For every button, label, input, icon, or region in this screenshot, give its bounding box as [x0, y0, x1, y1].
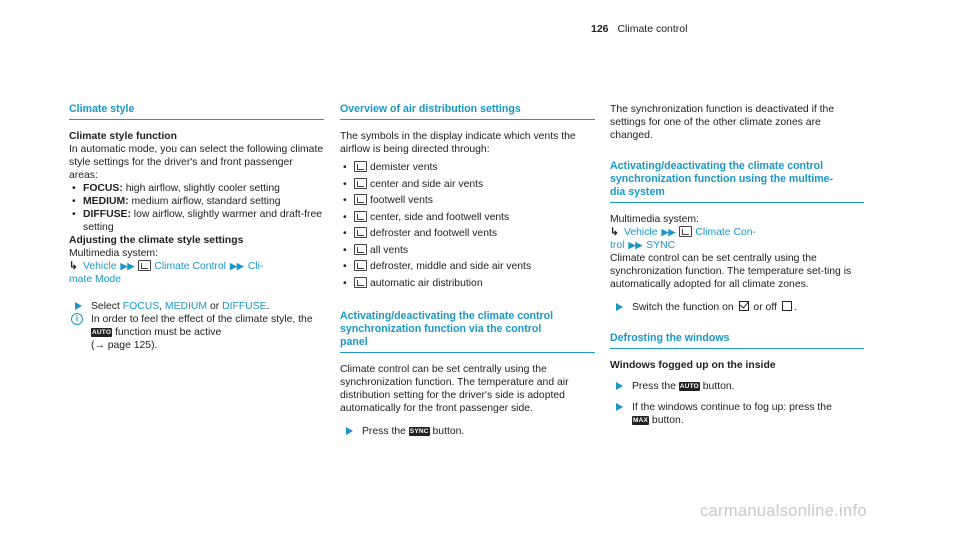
sync-panel-text: Climate control can be set centrally using the synchronization function. The temperature and air distribution setting for the driver's side is adopted automatically for the front passenger side. [340, 364, 569, 414]
list-item: • defroster and footwell vents [340, 226, 595, 243]
climate-style-title: Climate style [69, 103, 324, 120]
sync-deactivated-text: The synchronization function is deactivated if the settings for one of the other climate zones are changed. [610, 104, 835, 141]
auto-button-icon: AUTO [679, 383, 699, 390]
path-sync[interactable]: SYNC [646, 240, 676, 251]
page-reference-link[interactable]: (→ page 125). [91, 340, 158, 351]
option-focus[interactable]: FOCUS [122, 301, 160, 312]
center-side-footwell-icon [354, 211, 367, 222]
adjust-heading: Adjusting the climate style settings [69, 235, 244, 246]
central-sync-text: Climate control can be set centrally using the synchronization function. The temperature set-ting is automatically adopted for all climate zones. [610, 253, 852, 290]
fog-heading: Windows fogged up on the inside [610, 360, 776, 371]
list-item: • footwell vents [340, 193, 595, 210]
page-section: Climate control [617, 23, 688, 35]
all-vents-icon [354, 244, 367, 255]
press-max-step: If the windows continue to fog up: press the MAX button. [610, 401, 864, 427]
list-item: • MEDIUM: medium airflow, standard setting [69, 195, 324, 208]
press-sync-step: Press the SYNC button. [340, 425, 595, 438]
list-item: • FOCUS: high airflow, slightly cooler setting [69, 182, 324, 195]
air-distribution-intro: The symbols in the display indicate which vents the airflow is being directed through: [340, 131, 576, 155]
checkbox-empty-icon [782, 301, 792, 311]
multimedia-label: Multimedia system: [610, 214, 699, 225]
list-item: • defroster, middle and side air vents [340, 259, 595, 276]
list-item: • center, side and footwell vents [340, 210, 595, 227]
demister-vents-icon [354, 161, 367, 172]
defroster-middle-side-icon [354, 260, 367, 271]
list-item: • all vents [340, 243, 595, 260]
page-header [591, 23, 687, 36]
list-item: • DIFFUSE: low airflow, slightly warmer and draft-free setting [69, 208, 324, 234]
center-side-vents-icon [354, 178, 367, 189]
menu-path [69, 260, 324, 286]
option-medium[interactable]: MEDIUM [164, 301, 208, 312]
defroster-footwell-icon [354, 227, 367, 238]
climate-seat-icon [679, 226, 692, 237]
switch-step: Switch the function on or off . [610, 301, 864, 314]
column-climate-style [69, 103, 324, 352]
path-climate-mode[interactable]: Cli- [247, 261, 264, 272]
select-step: Select FOCUS, MEDIUM or DIFFUSE. [69, 300, 324, 313]
info-note: i In order to feel the effect of the climate style, the AUTO function must be active (→ page 125). [69, 313, 324, 352]
sync-multimedia-title: Activating/deactivating the climate control synchronization function using the multime- dia system [610, 160, 864, 203]
path-climate-mode-cont[interactable]: mate Mode [69, 274, 121, 285]
path-vehicle[interactable]: Vehicle [83, 261, 117, 272]
air-distribution-list [340, 160, 595, 292]
watermark: carmanualsonline.info [700, 502, 867, 520]
climate-seat-icon [138, 260, 151, 271]
chevron-right-icon: ▶▶ [661, 227, 676, 237]
path-climate-control[interactable]: Climate Con- [695, 227, 756, 238]
path-climate-control-cont[interactable]: trol [610, 240, 625, 251]
menu-path [610, 226, 864, 252]
sync-panel-title: Activating/deactivating the climate control synchronization function via the control panel [340, 310, 595, 353]
chevron-right-icon: ▶▶ [229, 261, 244, 271]
auto-distribution-icon [354, 277, 367, 288]
page-number: 126 [591, 23, 609, 35]
checkbox-checked-icon [739, 301, 749, 311]
path-climate-control[interactable]: Climate Control [154, 261, 226, 272]
sync-button-icon: SYNC [409, 428, 429, 435]
list-item: • automatic air distribution [340, 276, 595, 293]
path-arrow-icon: ↳ [610, 227, 619, 238]
defrost-title: Defrosting the windows [610, 332, 864, 349]
column-sync-multimedia [610, 103, 864, 427]
air-distribution-title: Overview of air distribution settings [340, 103, 595, 120]
footwell-vents-icon [354, 194, 367, 205]
list-item: • demister vents [340, 160, 595, 177]
path-arrow-icon: ↳ [69, 261, 78, 272]
path-vehicle[interactable]: Vehicle [624, 227, 658, 238]
climate-style-function-heading: Climate style function [69, 131, 177, 142]
press-auto-step: Press the AUTO button. [610, 380, 864, 393]
option-diffuse[interactable]: DIFFUSE [222, 301, 267, 312]
column-air-distribution [340, 103, 595, 438]
auto-button-icon: AUTO [92, 329, 112, 336]
multimedia-label: Multimedia system: [69, 248, 158, 259]
list-item: • center and side air vents [340, 177, 595, 194]
climate-style-intro: In automatic mode, you can select the following climate style settings for the driver's and front passenger areas: [69, 144, 324, 181]
climate-style-list [69, 182, 324, 234]
max-defrost-button-icon: MAX [633, 417, 649, 424]
info-icon: i [71, 313, 83, 325]
chevron-right-icon: ▶▶ [120, 261, 135, 271]
chevron-right-icon: ▶▶ [628, 240, 643, 250]
